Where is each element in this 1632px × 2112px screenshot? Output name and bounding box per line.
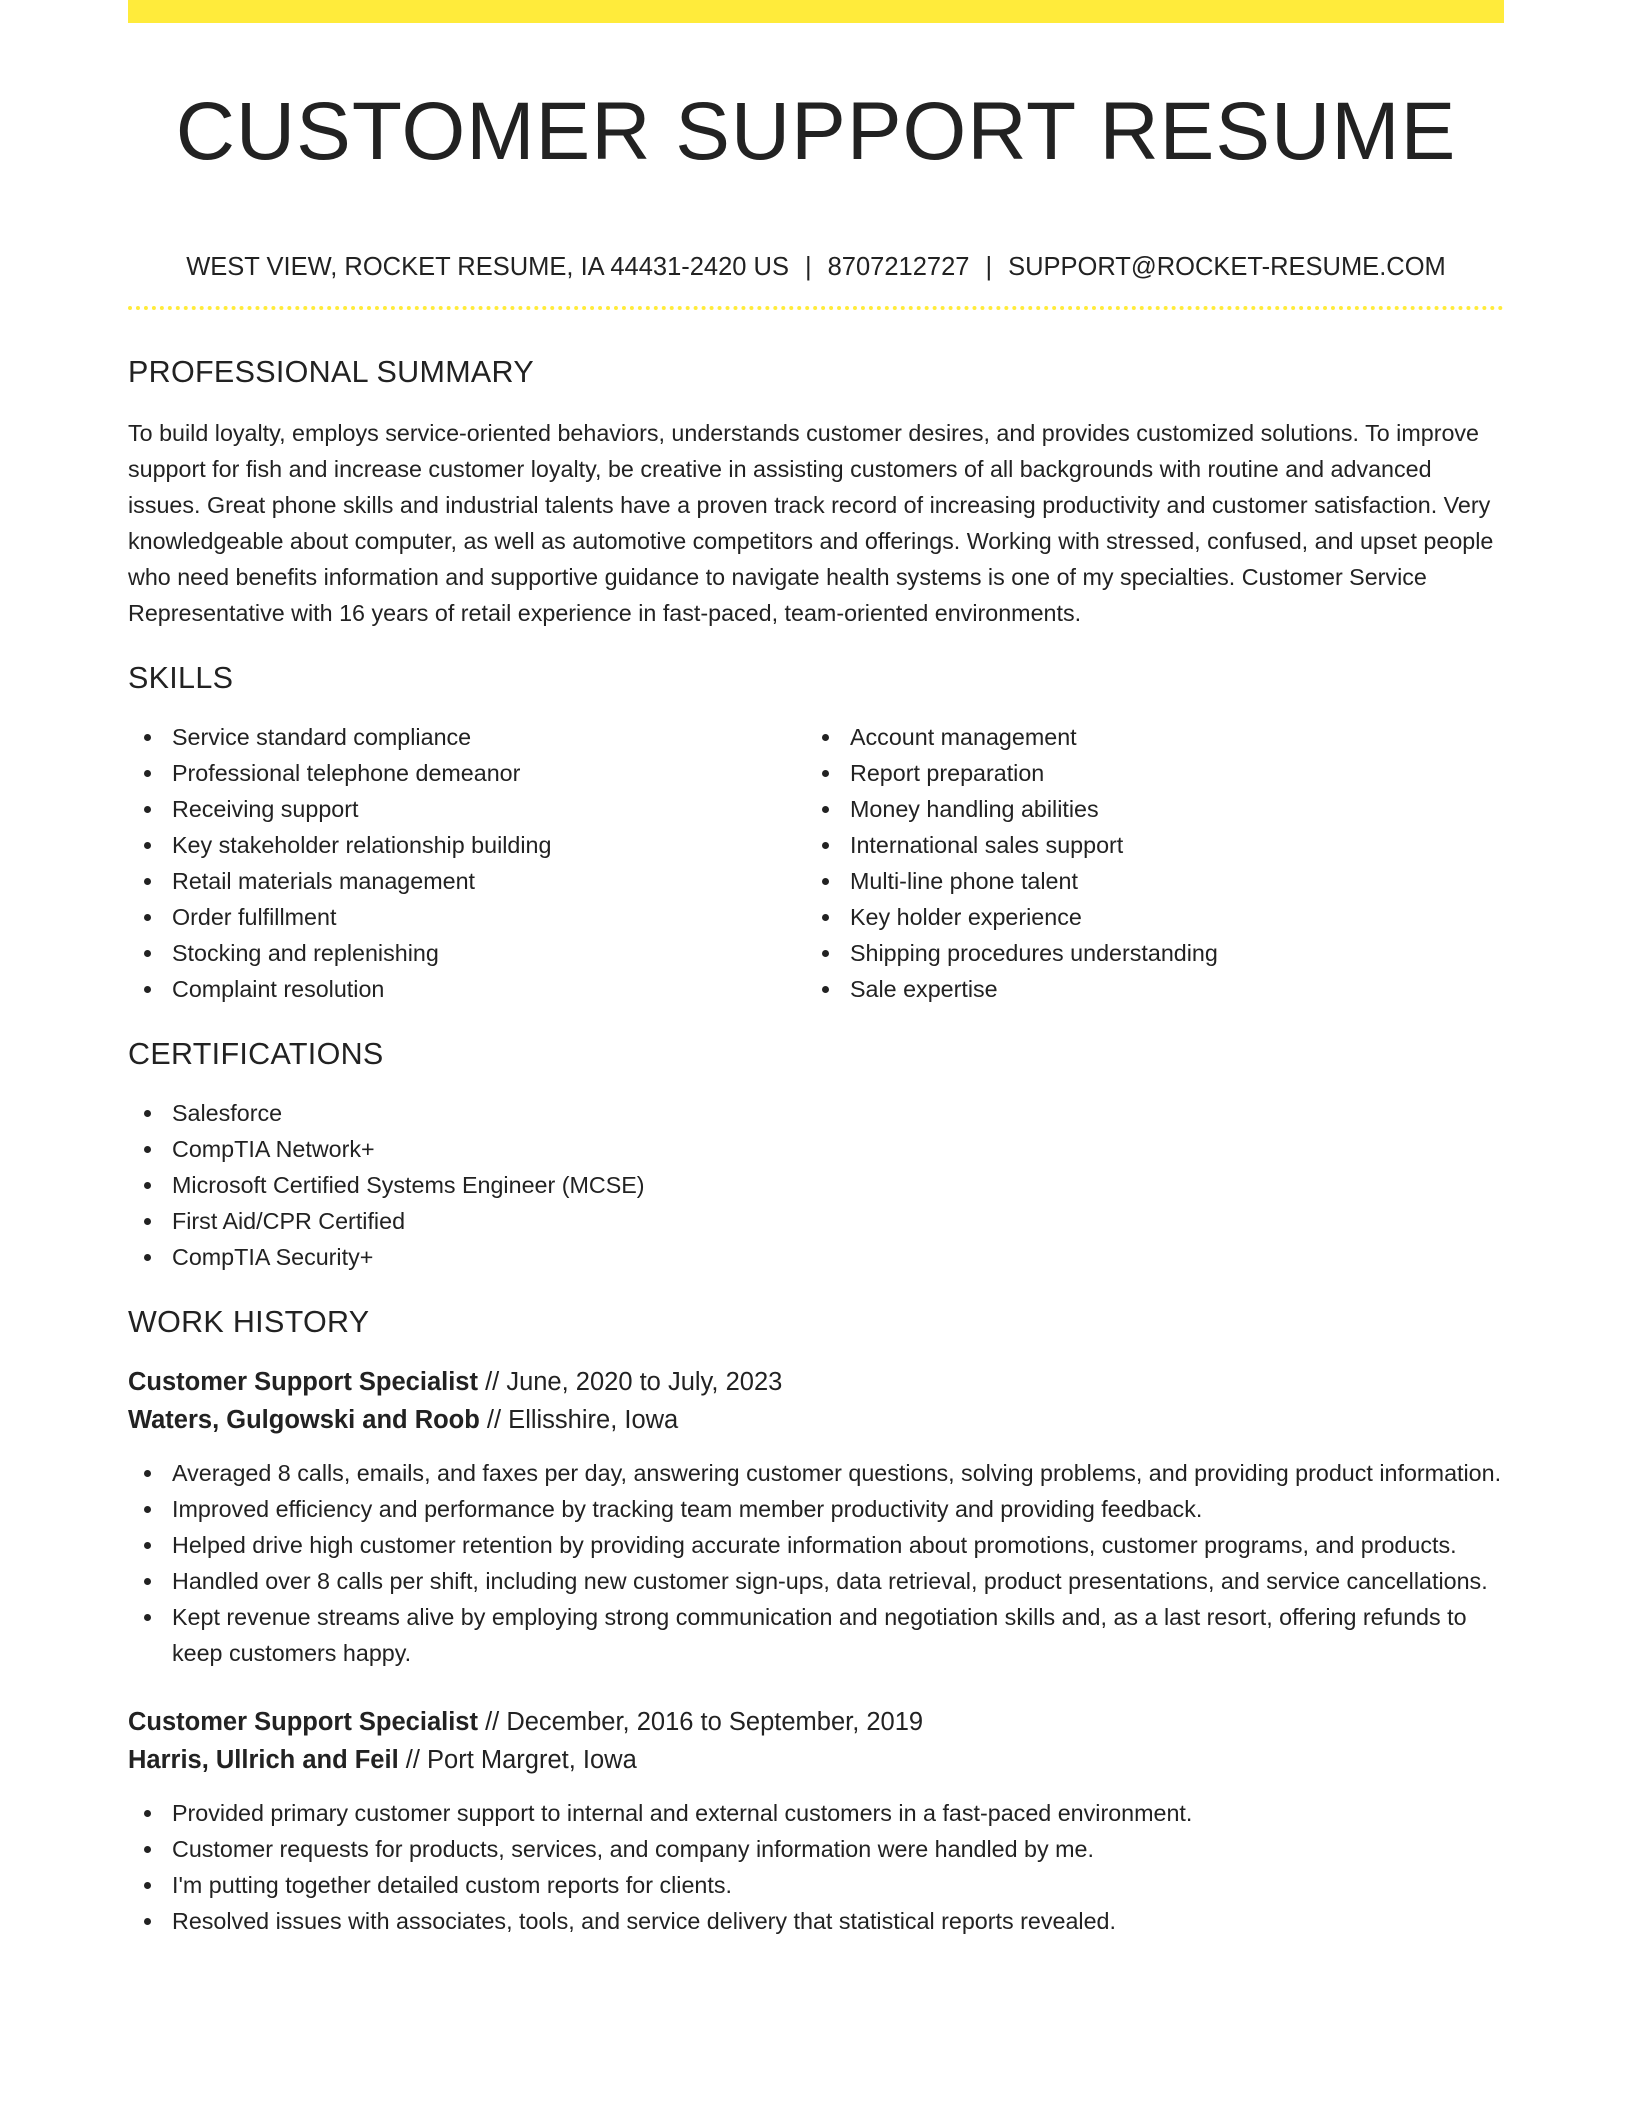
skill-item: Stocking and replenishing — [128, 935, 806, 971]
skill-item: Professional telephone demeanor — [128, 755, 806, 791]
job-bullet: Averaged 8 calls, emails, and faxes per day, answering customer questions, solving problems, and providing product information. — [128, 1455, 1504, 1491]
bullet-icon — [822, 770, 829, 777]
certification-item: First Aid/CPR Certified — [128, 1203, 1504, 1239]
bullet-icon — [144, 1614, 151, 1621]
bullet-icon — [144, 1882, 151, 1889]
bullet-icon — [822, 806, 829, 813]
skill-item: Account management — [806, 719, 1484, 755]
bullet-icon — [144, 1918, 151, 1925]
job-bullet: Improved efficiency and performance by tracking team member productivity and providing feedback. — [128, 1491, 1504, 1527]
skill-item: Report preparation — [806, 755, 1484, 791]
bullet-icon — [144, 734, 151, 741]
skill-item: Key stakeholder relationship building — [128, 827, 806, 863]
skills-list-left — [128, 719, 806, 1007]
skills-column-right — [806, 719, 1484, 1007]
job-title: Customer Support Specialist — [128, 1368, 478, 1396]
job-title: Customer Support Specialist — [128, 1708, 478, 1736]
certification-item: CompTIA Network+ — [128, 1131, 1504, 1167]
skills-list-right — [806, 719, 1484, 1007]
bullet-icon — [822, 986, 829, 993]
certification-item: Microsoft Certified Systems Engineer (MCSE) — [128, 1167, 1504, 1203]
job-location: // Port Margret, Iowa — [398, 1746, 637, 1774]
bullet-icon — [822, 734, 829, 741]
work-history-heading: WORK HISTORY — [128, 1305, 370, 1339]
skill-item: Receiving support — [128, 791, 806, 827]
accent-top-bar — [128, 0, 1504, 23]
bullet-icon — [144, 1254, 151, 1261]
bullet-icon — [144, 1218, 151, 1225]
certification-item: Salesforce — [128, 1095, 1504, 1131]
bullet-icon — [144, 1542, 151, 1549]
bullet-icon — [144, 986, 151, 993]
bullet-icon — [144, 1846, 151, 1853]
skill-item: Order fulfillment — [128, 899, 806, 935]
bullet-icon — [822, 842, 829, 849]
summary-heading: PROFESSIONAL SUMMARY — [128, 355, 534, 389]
job-title-line — [128, 1703, 1504, 1741]
bullet-icon — [144, 1182, 151, 1189]
contact-line — [128, 252, 1504, 282]
contact-email: SUPPORT@ROCKET-RESUME.COM — [1008, 253, 1446, 281]
bullet-icon — [144, 1810, 151, 1817]
summary-text: To build loyalty, employs service-oriented behaviors, understands customer desires, and provides customized solutions. To improve support for fish and increase customer loyalty, be creative in assisting customers of all backgrounds with routine and advanced issues. Great phone skills and industrial talents have a proven track record of increasing productivity and customer satisfaction. Very knowledgeable about computer, as well as automotive competitors and offerings. Working with stressed, confused, and upset people who need benefits information and supportive guidance to navigate health systems is one of my specialties. Customer Service Representative with 16 years of retail experience in fast-paced, team-oriented environments. — [128, 420, 1494, 626]
resume-page — [128, 0, 1504, 2112]
skills-columns — [128, 719, 1504, 1007]
job-title-line — [128, 1363, 1504, 1401]
certifications-list — [128, 1095, 1504, 1275]
job-bullet: Customer requests for products, services, and company information were handled by me. — [128, 1831, 1504, 1867]
job-company-line — [128, 1401, 1504, 1439]
job-bullets — [128, 1455, 1504, 1671]
skill-item: Sale expertise — [806, 971, 1484, 1007]
skill-item: Multi-line phone talent — [806, 863, 1484, 899]
skill-item: Shipping procedures understanding — [806, 935, 1484, 971]
skills-heading: SKILLS — [128, 661, 234, 695]
job-company-line — [128, 1741, 1504, 1779]
skill-item: Money handling abilities — [806, 791, 1484, 827]
bullet-icon — [144, 806, 151, 813]
contact-separator: | — [804, 253, 812, 281]
job-location: // Ellisshire, Iowa — [479, 1406, 679, 1434]
bullet-icon — [144, 1506, 151, 1513]
bullet-icon — [144, 842, 151, 849]
bullet-icon — [144, 878, 151, 885]
skill-item: International sales support — [806, 827, 1484, 863]
bullet-icon — [144, 1146, 151, 1153]
bullet-icon — [144, 914, 151, 921]
job-bullets — [128, 1795, 1504, 1939]
contact-separator: | — [985, 253, 993, 281]
bullet-icon — [144, 1110, 151, 1117]
skill-item: Key holder experience — [806, 899, 1484, 935]
job-entry — [128, 1363, 1504, 1671]
job-dates: // June, 2020 to July, 2023 — [477, 1368, 783, 1396]
dotted-divider — [128, 306, 1504, 310]
bullet-icon — [144, 1578, 151, 1585]
skill-item: Service standard compliance — [128, 719, 806, 755]
contact-address: WEST VIEW, ROCKET RESUME, IA 44431-2420 US — [186, 253, 789, 281]
skill-item: Complaint resolution — [128, 971, 806, 1007]
bullet-icon — [822, 950, 829, 957]
certification-item: CompTIA Security+ — [128, 1239, 1504, 1275]
bullet-icon — [822, 914, 829, 921]
job-bullet: Handled over 8 calls per shift, including new customer sign-ups, data retrieval, product presentations, and service cancellations. — [128, 1563, 1504, 1599]
job-bullet: Provided primary customer support to internal and external customers in a fast-paced environment. — [128, 1795, 1504, 1831]
job-bullet: I'm putting together detailed custom reports for clients. — [128, 1867, 1504, 1903]
job-bullet: Kept revenue streams alive by employing strong communication and negotiation skills and, as a last resort, offering refunds to keep customers happy. — [128, 1599, 1504, 1671]
bullet-icon — [822, 878, 829, 885]
job-company: Waters, Gulgowski and Roob — [128, 1406, 480, 1434]
contact-phone: 8707212727 — [827, 253, 970, 281]
skills-column-left — [128, 719, 806, 1007]
job-bullet: Helped drive high customer retention by providing accurate information about promotions, customer programs, and products. — [128, 1527, 1504, 1563]
job-entry — [128, 1703, 1504, 1939]
bullet-icon — [144, 1470, 151, 1477]
job-bullet: Resolved issues with associates, tools, and service delivery that statistical reports revealed. — [128, 1903, 1504, 1939]
certifications-heading: CERTIFICATIONS — [128, 1037, 384, 1071]
job-company: Harris, Ullrich and Feil — [128, 1746, 399, 1774]
bullet-icon — [144, 770, 151, 777]
resume-title: CUSTOMER SUPPORT RESUME — [175, 86, 1457, 177]
job-dates: // December, 2016 to September, 2019 — [477, 1708, 924, 1736]
skill-item: Retail materials management — [128, 863, 806, 899]
bullet-icon — [144, 950, 151, 957]
